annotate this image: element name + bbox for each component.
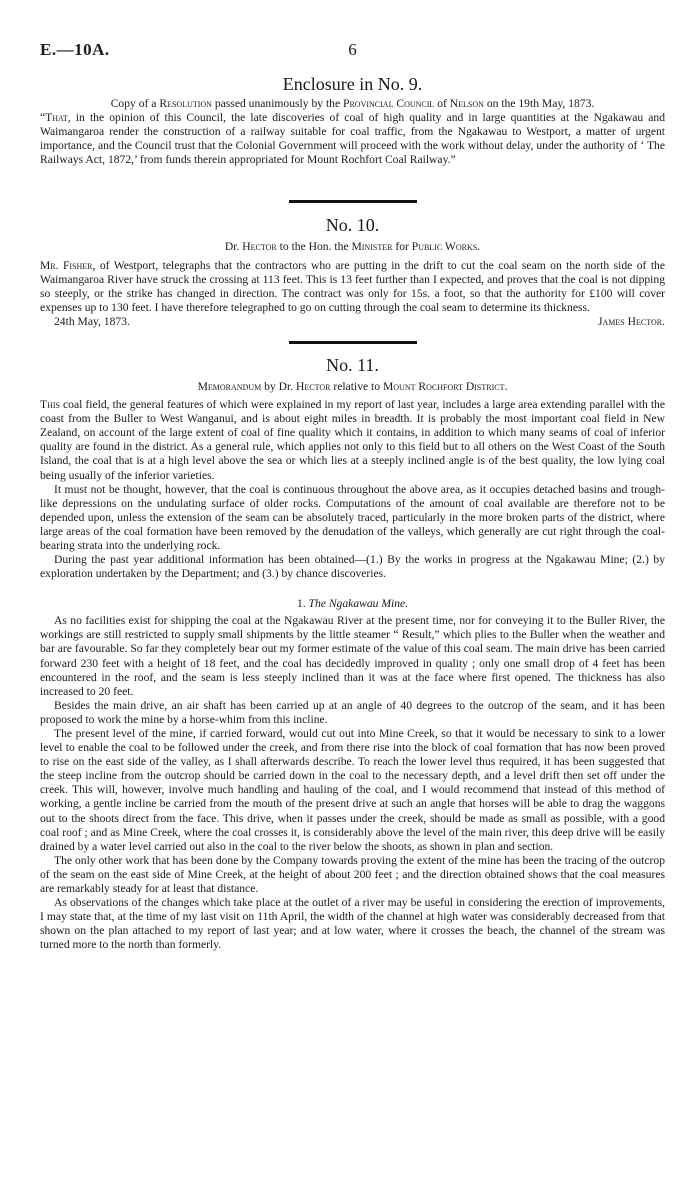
no11-paragraph: During the past year additional information has been obtained—(1.) By the works in progress at the Ngakawau Mine; (2.) by exploration undertaken by the Department; and (3.) by chance discoveries. — [40, 553, 665, 581]
section-title-no10: No. 10. — [325, 215, 380, 236]
mine-paragraph: As observations of the changes which take place at the outlet of a river may be useful in considering the erection of improvements, I may state that, at the time of my last visit on 11th April, the width of the channel at high water was considerably decreased from that shown on the plan attached to my report of last year; and at low water, where it crosses the beach, the channel of the stream was turned more to the north than formerly. — [40, 896, 665, 952]
section-divider — [289, 200, 417, 203]
no10-date: 24th May, 1873. — [54, 314, 130, 328]
mine-paragraph: Besides the main drive, an air shaft has been carried up at an angle of 40 degrees to the outcrop of the seam, and it has been proposed to work the mine by a horse-whim from this incline. — [40, 698, 665, 726]
no10-subtitle: Dr. Hector to the Hon. the Minister for Public Works. — [224, 240, 481, 254]
document-page — [40, 40, 665, 953]
page-header — [40, 40, 665, 66]
no11-paragraph: This coal field, the general features of which were explained in my report of last year, includes a large area extending parallel with the coast from the Buller to West Wanganui, and is about eight miles in breadth. It is probably the most important coal field in New Zealand, on account of the large extent of coal of fine quality which it contains, in addition to which many seams of coal of inferior quality are found in the district. As a general rule, which applies not only to this field but to all others on the West Coast of the South Island, the coal that is at a high level above the sea or which lies at a steeply inclined angle is of the best quality, the low lying coal being usually of the inferior varieties. — [40, 398, 665, 482]
enclosure-intro: Copy of a Resolution passed unanimously by the Provincial Council of Nelson on the 19th May, 1873. — [110, 97, 595, 110]
mine-paragraph: The only other work that has been done by the Company towards proving the extent of the mine has been the tracing of the outcrop of the seam on the east side of Mine Creek, at the height of about 200 feet ; and the direction obtained shows that the coal measures are remarkably steady for at least that distance. — [40, 853, 665, 896]
enclosure-title: Enclosure in No. 9. — [282, 74, 423, 94]
no10-signature: James Hector. — [598, 314, 665, 328]
mine-paragraph: As no facilities exist for shipping the coal at the Ngakawau River at the present time, nor for conveying it to the Buller River, the workings are still restricted to supply small shipments by the little steamer “ Result,” which plies to the Buller when the weather and bar are favourable. So far they completely bear out my former estimate of the value of this coal seam. The main drive has been carried forward 230 feet with a height of 18 feet, and the coal has decidedly improved in quality ; only one small drop of 4 feet has been encountered in the roof, and the seam is less steeply inclined than it was at the face where first opened. The thickness has also increased to 20 feet. — [40, 614, 665, 698]
page-number: 6 — [348, 40, 357, 59]
section-heading-ngakawau-mine: 1. The Ngakawau Mine. — [296, 597, 409, 611]
no10-dateline — [40, 315, 665, 330]
section-divider — [289, 341, 417, 344]
resolution-text: “That, in the opinion of this Council, the late discoveries of coal of high quality and in large quantities at the Ngakawau and Waimangaroa render the construction of a railway suitable for coal traffic, from the Ngakawau to Westport, a matter of urgent importance, and the Council trust that the Colonial Government will proceed with the work without delay, under the authority of ‘ The Railways Act, 1872,’ from funds therein appropriated for Mount Rochfort Coal Railway.” — [40, 111, 665, 167]
no11-paragraph: It must not be thought, however, that the coal is continuous throughout the above area, as it occupies detached basins and trough-like depressions on the undulating surface of older rocks. Computations of the amount of coal available are therefore not to be depended upon, unless the extension of the seam can be absolutely traced, particularly in the more broken parts of the district, where large areas of the coal formation have been removed by the denudation of the valleys, which generally are cut right through the coal-bearing strata into the underlying rock. — [40, 482, 665, 552]
section-title-no11: No. 11. — [326, 354, 379, 375]
no10-body: Mr. Fisher, of Westport, telegraphs that the contractors who are putting in the drift to cut the coal seam on the north side of the Waimangaroa River have struck the crossing at 113 feet. This is 13 feet further than I expected, and proves that the coal is not dipping so steeply, or the strike has changed in direction. The contract was only for 15s. a foot, so that the authority for £100 will cover expenses up to 130 feet. I have therefore telegraphed to go on cutting through the coal seam to determine its thickness. — [40, 258, 665, 314]
no11-subtitle: Memorandum by Dr. Hector relative to Mount Rochfort District. — [197, 379, 508, 393]
document-reference: E.—10A. — [40, 40, 110, 59]
mine-paragraph: The present level of the mine, if carried forward, would cut out into Mine Creek, so that it would be necessary to sink to a lower level to enable the coal to be followed under the creek, and from there rise into the block of coal formation that has now been proved to rise on the east side of the valley, as I shall afterwards describe. To reach the lower level thus required, it has been suggested that the steep incline from the outcrop should be carried down in the coal to the necessary depth, and a level drift then set off under the creek. This will, however, involve much handling and hauling of the coal, and I would recommend that instead of this method of working, a gentle incline be carried from the mouth of the present drive at such an angle that horses will be able to drag the waggons out to the shoots direct from the face. This drive, when it passes under the creek, should be made as small as possible, with a good coal roof ; and as Mine Creek, where the coal crosses it, is considerably above the level of the main river, this deep drive will be easily drained by a water level carried out also in the coal to the river below the shoots, as shown in plan and section. — [40, 727, 665, 853]
